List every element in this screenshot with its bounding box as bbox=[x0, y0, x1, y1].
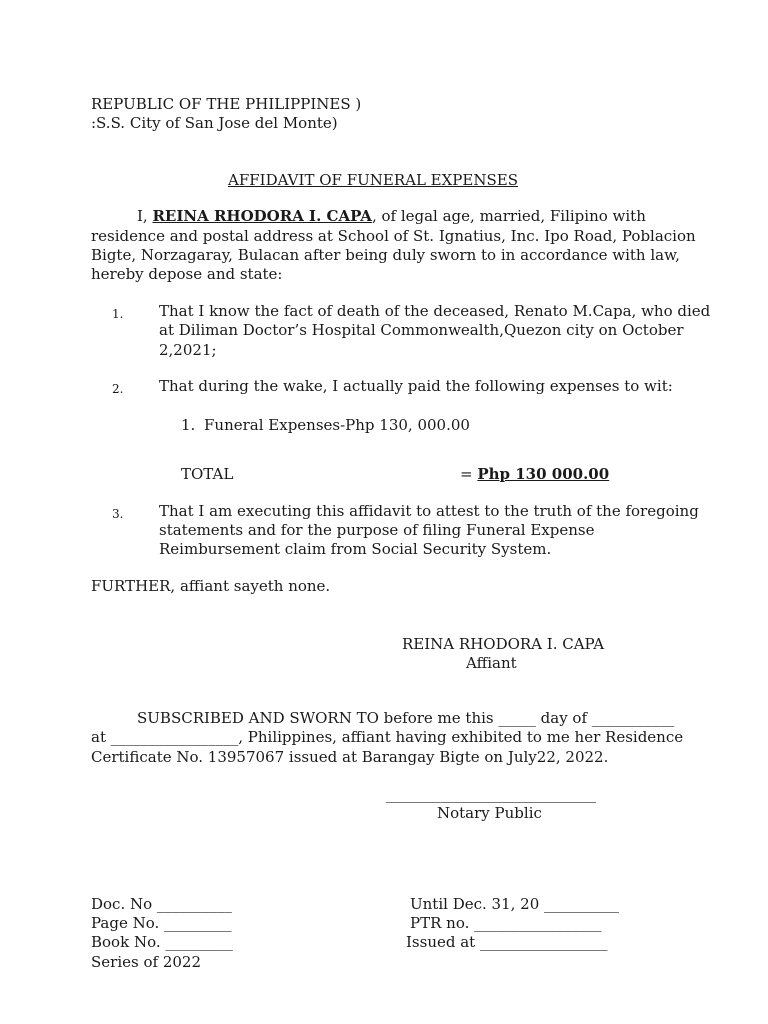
item-1-line-1: That I know the fact of death of the deceased, Renato M.Capa, who died bbox=[159, 302, 711, 320]
footer-series: Series of 2022 bbox=[91, 953, 201, 971]
footer-doc-no: Doc. No __________ bbox=[91, 895, 232, 913]
item-1-line-3: 2,2021; bbox=[159, 341, 217, 359]
total-equals: = bbox=[460, 465, 478, 483]
affiant-label: Affiant bbox=[466, 654, 517, 672]
header-line-2: :S.S. City of San Jose del Monte) bbox=[91, 114, 338, 132]
jurat-line-3: Certificate No. 13957067 issued at Barangay Bigte on July22, 2022. bbox=[91, 748, 609, 766]
footer-page-no: Page No. _________ bbox=[91, 914, 232, 932]
footer-book-no: Book No. _________ bbox=[91, 933, 233, 951]
item-number: 2. bbox=[112, 382, 124, 396]
item-1-line-2: at Diliman Doctor’s Hospital Commonwealth,Quezon city on October bbox=[159, 321, 684, 339]
further-statement: FURTHER, affiant sayeth none. bbox=[91, 577, 331, 595]
item-3-line-3: Reimbursement claim from Social Security System. bbox=[159, 540, 552, 558]
notary-signature-line: ____________________________ bbox=[386, 785, 596, 803]
intro-line-3: Bigte, Norzagaray, Bulacan after being duly sworn to in accordance with law, bbox=[91, 246, 680, 264]
item-3-line-2: statements and for the purpose of filing Funeral Expense bbox=[159, 521, 595, 539]
item-3-line-1: That I am executing this affidavit to attest to the truth of the foregoing bbox=[159, 502, 699, 520]
footer-until: Until Dec. 31, 20 __________ bbox=[410, 895, 620, 913]
intro-prefix: I, bbox=[137, 207, 153, 225]
jurat-line-1: SUBSCRIBED AND SWORN TO before me this _____ day of ___________ bbox=[137, 709, 675, 727]
item-number: 3. bbox=[112, 507, 124, 521]
intro-line-4: hereby depose and state: bbox=[91, 265, 283, 283]
intro-suffix: , of legal age, married, Filipino with bbox=[371, 207, 646, 225]
total-label: TOTAL bbox=[181, 465, 234, 483]
intro-line-2: residence and postal address at School of St. Ignatius, Inc. Ipo Road, Poblacion bbox=[91, 227, 696, 245]
total-amount bbox=[460, 465, 609, 485]
item-2-line-1: That during the wake, I actually paid the following expenses to wit: bbox=[159, 377, 673, 395]
header-line-1: REPUBLIC OF THE PHILIPPINES ) bbox=[91, 95, 362, 113]
item-number: 1. bbox=[112, 307, 124, 321]
notary-label: Notary Public bbox=[437, 804, 542, 822]
total-value: Php 130 000.00 bbox=[477, 465, 610, 483]
jurat-line-2: at _________________, Philippines, affiant having exhibited to me her Residence bbox=[91, 728, 684, 746]
footer-issued-at: Issued at _________________ bbox=[406, 933, 608, 951]
footer-ptr-no: PTR no. _________________ bbox=[410, 914, 602, 932]
expense-item-number: 1. bbox=[181, 416, 196, 434]
affiant-signature-name: REINA RHODORA I. CAPA bbox=[402, 635, 605, 653]
document-title: AFFIDAVIT OF FUNERAL EXPENSES bbox=[228, 171, 518, 189]
affiant-name-bold: REINA RHODORA I. CAPA bbox=[152, 207, 372, 225]
intro-line-1 bbox=[137, 207, 646, 227]
expense-item-text: Funeral Expenses-Php 130, 000.00 bbox=[204, 416, 470, 434]
